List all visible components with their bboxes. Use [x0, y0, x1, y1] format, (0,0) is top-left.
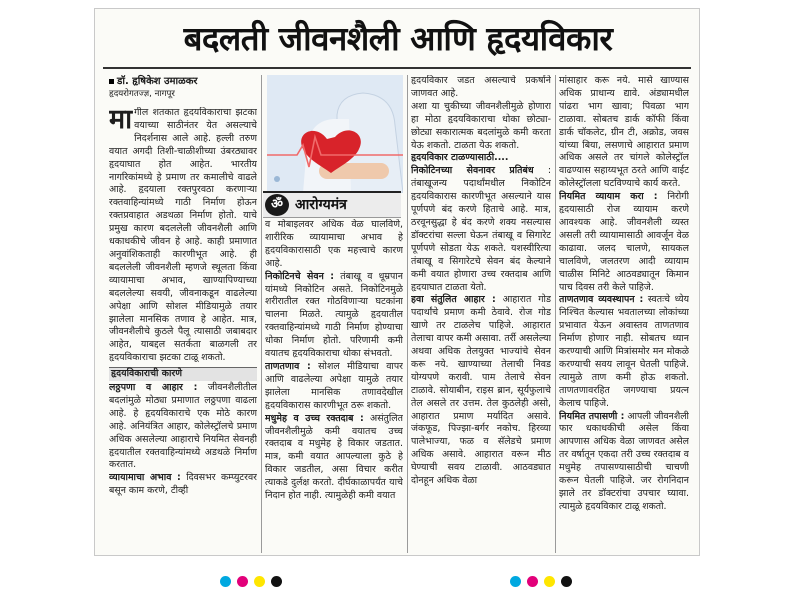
subheading: मधुमेह व उच्च रक्तदाब : — [265, 412, 364, 424]
article-paragraph — [411, 101, 551, 153]
paragraph-text: असंतुलित जीवनशैलीमुळे कमी वयातच उच्च रक्तदाब व मधुमेह हे विकार जडतात. मात्र, कमी वयात आपल्याला कुठे हे विकार जडतील, असा विचार करीत त्याकडे दुर्लक्ष करतो. दीर्घकाळापर्यंत याचे निदान होत नाही. त्यामुळेही कमी वयात — [265, 412, 403, 502]
headline-rule — [103, 67, 691, 69]
subheading: ताणतणाव व्यवस्थापन : — [559, 294, 644, 306]
column-1 — [109, 107, 257, 553]
subheading: व्यायामाचा अभाव : — [109, 472, 181, 484]
column-3 — [411, 75, 551, 553]
registration-dot — [544, 576, 555, 587]
registration-marks-left — [220, 572, 288, 584]
headline: बदलती जीवनशैली आणि हृदयविकार — [183, 19, 613, 58]
column-4 — [559, 75, 689, 553]
article-paragraph — [109, 472, 257, 498]
subheading: हृदयविकार टाळण्यासाठी.... — [411, 152, 509, 164]
article-paragraph — [265, 271, 403, 361]
paragraph-text: : तंबाखूजन्य पदार्थांमधील निकोटिन हृदयविकारास कारणीभूत असल्याने यास पूर्णपणे बंद करणे हिताचे आहे. मात्र, ठरवूनसुद्धा हे बंद करणे शक्य नसल्यास डॉक्टरांचा सल्ला घेऊन तंबाखू व सिगारेट पूर्णपणे सोडता येऊ शकते. यशस्वीरित्या तंबाखू व सिगारेटचे सेवन बंद केल्याने कमी वयात होणारा उच्च रक्तदाब आणि हृदयाघात टाळता येतो. — [411, 165, 551, 293]
registration-dot — [510, 576, 521, 587]
subheading: ताणतणाव : — [265, 360, 311, 372]
column-divider — [555, 75, 556, 553]
subheading: नियमित व्यायाम करा : — [559, 191, 658, 203]
paragraph-text: आहारात गोड पदार्थांचे प्रमाण कमी ठेवावे. रोज गोड खाणे तर टाळलेच पाहिजे. आहारात तेलाचा वापर कमी असावा. तर्री असलेल्या अथवा अधिक तेलयुक्त भाज्यांचे सेवन करू नये. खाण्याच्या तेलाची निवड योग्यपणे करावी. पाम तेलाचे सेवन टाळावे. सोयाबीन, राइस ब्रान, सूर्यफुलाचे तेल असले तर उत्तम. तेल कुठलेही असो, आहारात प्रमाण मर्यादित असावे. जंकफूड, पिज्झा-बर्गर नकोच. हिरव्या पालेभाज्या, फळ व सॅलेडचे प्रमाण अधिक असावे. आहारात वरून मीठ घेण्याची सवय टाळावी. आठवड्यात दोनहून अधिक वेळा — [411, 294, 551, 487]
article-paragraph — [559, 411, 689, 514]
article-paragraph — [411, 165, 551, 294]
paragraph-text: आपली जीवनशैली फार धकाधकीची असेल किंवा आपणास अधिक वेळा जाणवत असेल तर वर्षातून एकदा तरी उच्च रक्तदाब व मधुमेह तपासण्यासाठीची चाचणी करून घेतली पाहिजे. जर रोगनिदान झाले तर डॉक्टरांचा उपचार घ्यावा. त्यामुळे हृदयविकार टाळू शकतो. — [559, 410, 689, 512]
author-name: डॉ. हृषिकेश उमाळकर — [117, 76, 198, 87]
registration-marks-right — [510, 572, 578, 584]
newspaper-clipping — [94, 8, 700, 556]
paragraph-text: जीवनशैलीतील बदलांमुळे मोठ्या प्रमाणात लठ्ठपणा वाढला आहे. हे हृदयविकाराचे एक मोठे कारण आहे. अनियंत्रित आहार, कोलेस्ट्रॉलचे प्रमाण अधिक असलेल्या आहाराचे नियमित सेवनही हृदयातील रक्तवाहिन्यांमध्ये अडथळे निर्माण करतात. — [109, 382, 257, 471]
subheading: नियमित तपासणी : — [559, 410, 625, 422]
article-paragraph — [559, 294, 689, 410]
paragraph-text: निरोगी हृदयासाठी रोज व्यायाम करणे आवश्यक आहे. जीवनशैली व्यस्त असली तरी व्यायामासाठी आवर्जून वेळ काढावा. जलद चालणे, सायकल चालविणे, जलतरण आदी व्यायाम चाळीस मिनिटे आठवड्यातून किमान पाच दिवस तरी केले पाहिजे. — [559, 191, 689, 293]
registration-dot — [254, 576, 265, 587]
article-paragraph — [265, 361, 403, 413]
registration-dot — [271, 576, 282, 587]
dropcap: मा — [109, 107, 133, 135]
registration-dot — [237, 576, 248, 587]
column-divider — [261, 75, 262, 553]
registration-dot — [220, 576, 231, 587]
causes-heading: हृदयविकाराची कारणे — [109, 367, 257, 381]
subheading: हवा संतुलित आहार : — [411, 294, 496, 306]
column-2 — [265, 219, 403, 553]
heart-photo-illustration — [267, 75, 403, 193]
article-paragraph — [559, 191, 689, 294]
column-4-sections — [559, 75, 689, 514]
intro-text: गील शतकात हृदयविकाराचा झटका वयाच्या साठीनंतर येत असल्याचे निदर्शनास आले आहे. हल्ली तरुण वयात अगदी तिशी-चाळीशीच्या उंबरठ्यावर हृदयाघात होत आहेत. भारतीय नागरिकांमध्ये हे प्रमाण तर कमालीचे वाढले आहे. हृदयाला रक्तपुरवठा करणाऱ्या रक्तवाहिन्यांमध्ये गाठी निर्माण होऊन रक्तप्रवाहात अडथळा निर्माण होतो. याचे प्रमुख कारण बदललेली जीवनशैली आणि धकाधकीचे जीवन हे आहे. काही प्रमाणात अनुवांशिकताही कारणीभूत आहे. ही बदललेली जीवनशैली म्हणजे स्थूलता किंवा व्यायामाचा अभाव, खाण्यापिण्याच्या बदललेल्या सवयी, जीवनाकडून वाढलेल्या अपेक्षा आणि सोशल मीडियामुळे तयार झालेला मानसिक तणाव हे आहेत. मात्र, जीवनशैलीचे कुठले पैलू त्यासाठी जबाबदार आहेत, याबद्दल सतर्कता बाळगली तर हृदयविकाराचा झटका टाळू शकतो. — [109, 107, 257, 364]
heart-ecg-photo — [267, 75, 403, 193]
byline — [109, 75, 269, 101]
article-paragraph — [265, 413, 403, 503]
column-banner-title: आरोग्यमंत्र — [295, 197, 347, 213]
column-2-sections — [265, 219, 403, 503]
byline-bullet-icon — [109, 79, 114, 84]
paragraph-text: स्वतःचे ध्येय निश्चित केल्यास भवतालच्या लोकांच्या प्रभावात येऊन अवास्तव ताणतणाव निर्माण होणार नाही. सोबतच ध्यान करण्याची आणि मित्रांसमोर मन मोकळे करण्याची सवय लावून घेतली पाहिजे. त्यामुळे ताण कमी होऊ शकतो. ताणतणावरहित जगण्याचा प्रयत्न केलाच पाहिजे. — [559, 294, 689, 409]
article-paragraph — [411, 75, 551, 101]
paragraph-text: मांसाहार करू नये. मासे खाण्यास अधिक प्राधान्य द्यावे. अंड्यामधील पांढरा भाग खावा; पिवळा भाग टाळावा. सोबतच डार्क कॉफी किंवा डार्क चॉकलेट, ग्रीन टी, अक्रोड, जवस यांच्या बिया, लसणाचे आहारात प्रमाण अधिक असले तर चांगले कोलेस्ट्रॉल वाढण्यास सहाय्यभूत ठरते आणि वाईट कोलेस्ट्रॉलला घटविण्याचे कार्य करते. — [559, 75, 689, 190]
column-divider — [407, 75, 408, 553]
subheading: निकोटिनचे सेवन : — [265, 270, 335, 282]
registration-dot — [561, 576, 572, 587]
paragraph-text: व मोबाइलवर अधिक वेळ घालविणे, शारीरिक व्यायामाचा अभाव हे हृदयविकारासाठी एक महत्त्वाचे कारण आहे. — [265, 219, 403, 269]
om-badge-icon: ॐ — [265, 194, 289, 216]
article-paragraph — [411, 152, 551, 165]
paragraph-text: अशा या चुकीच्या जीवनशैलीमुळे होणारा हा मोठा हृदयविकाराचा धोका छोट्या-छोट्या सकारात्मक बदलांमुळे कमी करता येऊ शकतो. टाळता येऊ शकतो. — [411, 100, 551, 151]
author-role: हृदयरोगतज्ज्ञ, नागपूर — [109, 89, 175, 99]
paragraph-text: सोशल मीडियाचा वापर आणि वाढलेल्या अपेक्षा यामुळे तयार झालेला मानसिक तणावदेखील हृदयविकारास कारणीभूत ठरू शकतो. — [265, 360, 403, 411]
article-paragraph — [109, 382, 257, 472]
column-3-sections — [411, 75, 551, 488]
registration-dot — [527, 576, 538, 587]
article-paragraph — [559, 75, 689, 191]
intro-paragraph — [109, 107, 257, 365]
article-paragraph — [265, 219, 403, 271]
column-1-sections — [109, 382, 257, 498]
column-banner — [263, 191, 401, 218]
paragraph-text: दिवसभर कम्प्युटरवर बसून काम करणे, टीव्ही — [109, 472, 257, 497]
paragraph-text: तंबाखू व धूम्रपान यांमध्ये निकोटिन असते. निकोटिनमुळे शरीरातील रक्त गोठविणाऱ्या घटकांना चालना मिळते. त्यामुळे हृदयातील रक्तवाहिन्यांमध्ये गाठी निर्माण होण्याचा धोका निर्माण होतो. परिणामी कमी वयातच हृदयविकाराचा धोका संभवतो. — [265, 270, 403, 360]
paragraph-text: हृदयविकार जडत असल्याचे प्रकर्षाने जाणवत आहे. — [411, 75, 551, 99]
subheading: निकोटिनच्या सेवनावर प्रतिबंध — [411, 165, 534, 177]
article-paragraph — [411, 294, 551, 488]
subheading: लठ्ठपणा व आहार : — [109, 382, 198, 394]
